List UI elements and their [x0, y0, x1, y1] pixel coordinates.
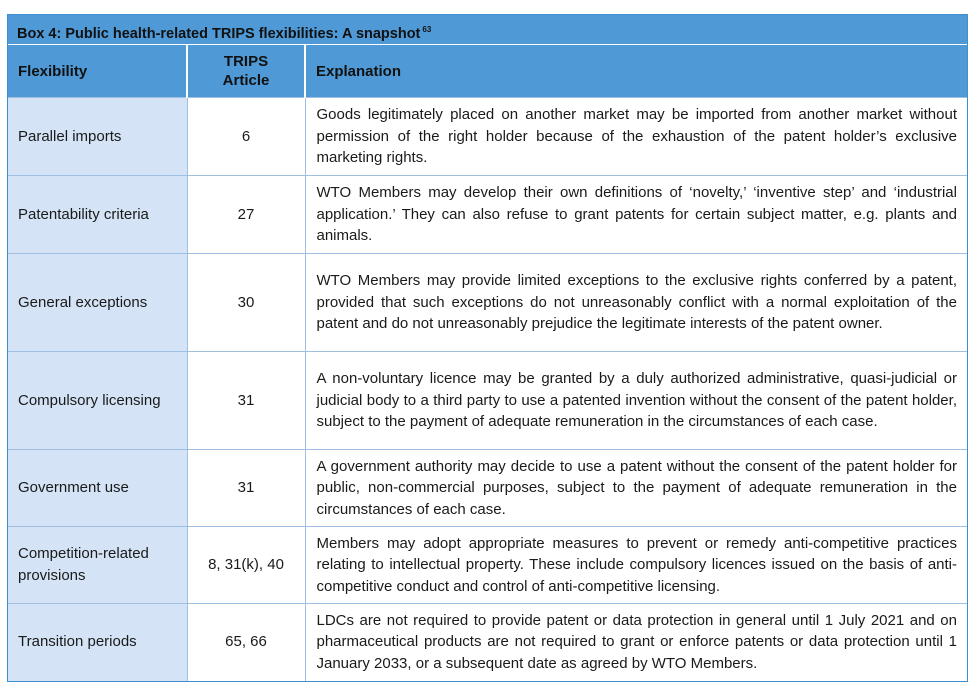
cell-flexibility: Patentability criteria — [8, 176, 187, 254]
box-title-text: Box 4: Public health-related TRIPS flexibilities: A snapshot — [17, 26, 421, 42]
cell-explanation: LDCs are not required to provide patent or data protection in general until 1 July 2021 and on pharmaceutical products are not required to grant or enforce patents or data protection until 1 January 2033, or a subsequent date as agreed by WTO Members. — [305, 604, 967, 681]
cell-article: 8, 31(k), 40 — [187, 527, 305, 604]
cell-article: 27 — [187, 176, 305, 254]
header-explanation: Explanation — [305, 45, 967, 98]
cell-article: 30 — [187, 254, 305, 352]
cell-explanation: A non-voluntary licence may be granted by a duly authorized administrative, quasi-judicial or judicial body to a third party to use a patented invention without the consent of the patent holder, subject to the payment of adequate remuneration in the circumstances of each case. — [305, 352, 967, 450]
cell-article: 31 — [187, 352, 305, 450]
cell-explanation: WTO Members may provide limited exceptions to the exclusive rights conferred by a patent, provided that such exceptions do not unreasonably conflict with a normal exploitation of the patent and do not unreasonably prejudice the legitimate interests of the patent owner. — [305, 254, 967, 352]
cell-flexibility: Government use — [8, 450, 187, 527]
cell-flexibility: General exceptions — [8, 254, 187, 352]
header-flexibility: Flexibility — [8, 45, 187, 98]
header-trips-article — [187, 45, 305, 98]
cell-article: 6 — [187, 98, 305, 176]
cell-explanation: Members may adopt appropriate measures to prevent or remedy anti-competitive practices relating to intellectual property. These include compulsory licences issued on the basis of anti-competitive conduct and control of anti-competitive licensing. — [305, 527, 967, 604]
cell-article: 65, 66 — [187, 604, 305, 681]
cell-flexibility: Competition-related provisions — [8, 527, 187, 604]
footnote-ref: 63 — [422, 25, 432, 34]
table-row — [8, 450, 967, 527]
table-row — [8, 98, 967, 176]
cell-explanation: WTO Members may develop their own definitions of ‘novelty,’ ‘inventive step’ and ‘industrial application.’ They can also refuse to grant patents for certain subject matter, e.g. plants and animals. — [305, 176, 967, 254]
cell-explanation: A government authority may decide to use a patent without the consent of the patent holder for public, non-commercial purposes, subject to the payment of adequate remuneration in the circumstances of each case. — [305, 450, 967, 527]
trips-flexibilities-box — [7, 14, 968, 682]
cell-flexibility: Parallel imports — [8, 98, 187, 176]
table-row — [8, 254, 967, 352]
header-article-line1: TRIPS — [223, 53, 269, 70]
flexibilities-table — [8, 45, 967, 681]
table-row — [8, 176, 967, 254]
cell-flexibility: Transition periods — [8, 604, 187, 681]
cell-article: 31 — [187, 450, 305, 527]
cell-flexibility: Compulsory licensing — [8, 352, 187, 450]
cell-explanation: Goods legitimately placed on another market may be imported from another market without permission of the right holder because of the exhaustion of the patent holder’s exclusive marketing rights. — [305, 98, 967, 176]
header-article-line2: Article — [222, 72, 270, 89]
table-row — [8, 527, 967, 604]
table-header-row — [8, 45, 967, 98]
box-title — [8, 15, 967, 45]
table-row — [8, 604, 967, 681]
table-row — [8, 352, 967, 450]
